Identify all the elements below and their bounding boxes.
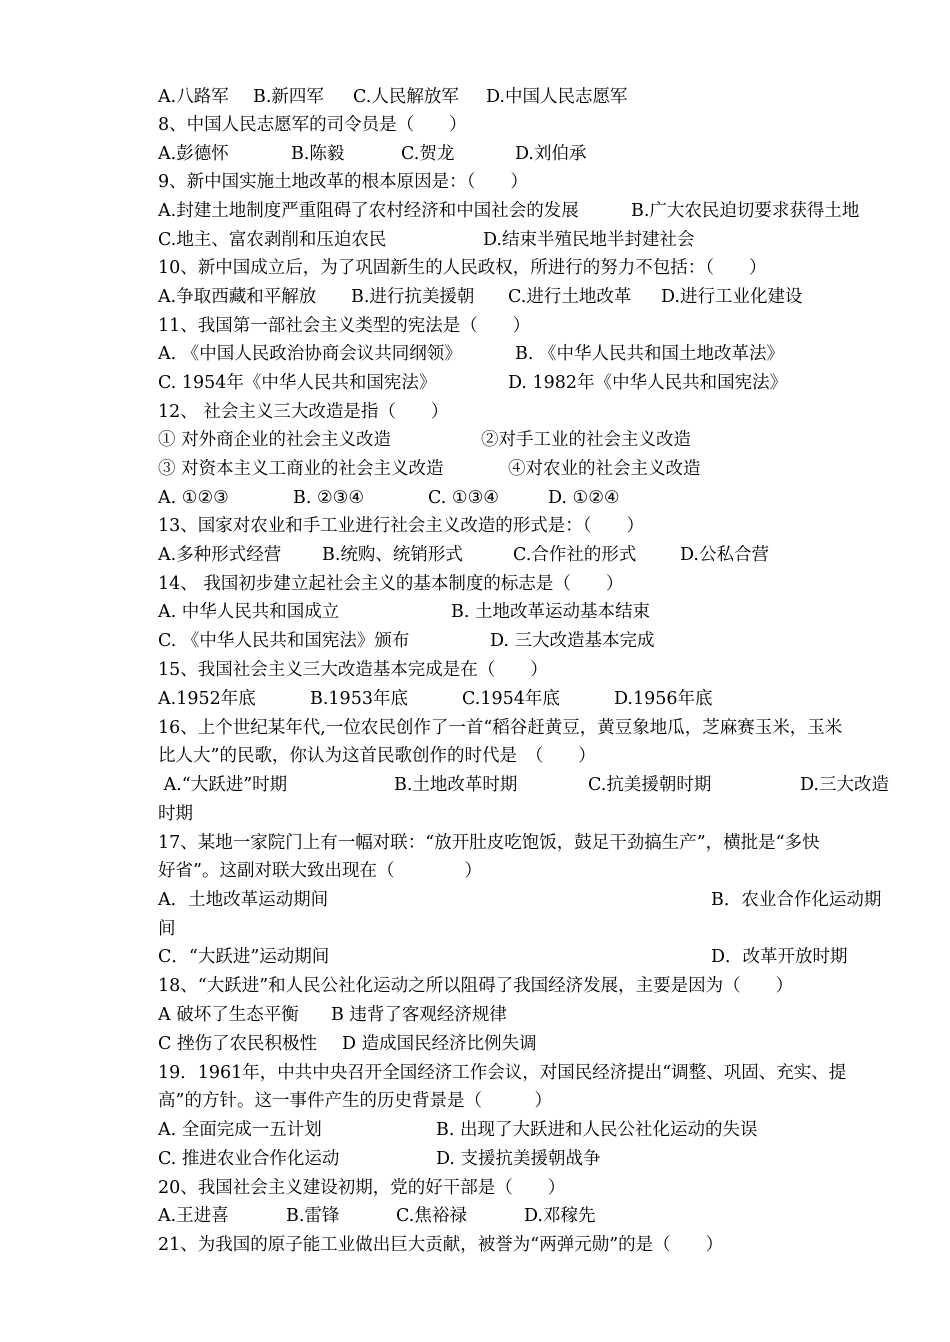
answer-option: C. ①③④ bbox=[428, 488, 499, 508]
answer-option: B. 《中华人民共和国土地改革法》 bbox=[515, 344, 784, 364]
question-line: 13、国家对农业和手工业进行社会主义改造的形式是：（ ） bbox=[158, 516, 645, 536]
answer-option: D.结束半殖民地半封建社会 bbox=[483, 230, 695, 250]
answer-option: D 造成国民经济比例失调 bbox=[342, 1034, 537, 1054]
answer-option: B.1953年底 bbox=[310, 689, 408, 709]
answer-option: D.刘伯承 bbox=[515, 144, 587, 164]
answer-option: D. 1982年《中华人民共和国宪法》 bbox=[508, 373, 788, 393]
answer-option: B. 土地改革运动基本结束 bbox=[451, 602, 650, 622]
option-row bbox=[158, 371, 900, 395]
option-row bbox=[158, 142, 900, 166]
answer-option: D.三大改造 bbox=[800, 775, 889, 795]
question-line: 16、上个世纪某年代,一位农民创作了一首“稻谷赶黄豆，黄豆象地瓜，芝麻赛玉米，玉米 bbox=[158, 718, 843, 738]
question-line: 18、“大跃进”和人民公社化运动之所以阻碍了我国经济发展，主要是因为（ ） bbox=[158, 976, 794, 996]
question-line: 高”的方针。这一事件产生的历史背景是（ ） bbox=[158, 1091, 552, 1111]
answer-option: C.地主、富农剥削和压迫农民 bbox=[158, 230, 387, 250]
answer-option: C. 《中华人民共和国宪法》颁布 bbox=[158, 631, 410, 651]
answer-option: C.进行土地改革 bbox=[508, 287, 632, 307]
answer-option: D.公私合营 bbox=[680, 545, 769, 565]
answer-option: B.雷锋 bbox=[286, 1206, 340, 1226]
answer-option: A. 中华人民共和国成立 bbox=[158, 602, 340, 622]
answer-option: D. 三大改造基本完成 bbox=[490, 631, 655, 651]
option-row bbox=[158, 945, 900, 969]
answer-option: A.彭德怀 bbox=[158, 144, 229, 164]
answer-option: C. 1954年《中华人民共和国宪法》 bbox=[158, 373, 437, 393]
answer-option: C. 推进农业合作化运动 bbox=[158, 1149, 340, 1169]
question-line: 时期 bbox=[158, 804, 193, 824]
answer-option: C.焦裕禄 bbox=[396, 1206, 467, 1226]
answer-option: C.贺龙 bbox=[401, 144, 455, 164]
option-row bbox=[158, 1003, 900, 1027]
question-line: 15、我国社会主义三大改造基本完成是在（ ） bbox=[158, 660, 548, 680]
answer-option: B.新四军 bbox=[253, 87, 324, 107]
answer-option: B.广大农民迫切要求获得土地 bbox=[631, 201, 860, 221]
answer-option: A.争取西藏和平解放 bbox=[158, 287, 317, 307]
answer-option: A. ①②③ bbox=[158, 488, 229, 508]
question-line: 19．1961年，中共中央召开全国经济工作会议，对国民经济提出“调整、巩固、充实、提 bbox=[158, 1063, 847, 1083]
answer-option: D.邓稼先 bbox=[524, 1206, 596, 1226]
option-row bbox=[158, 199, 900, 223]
answer-option: A.多种形式经营 bbox=[158, 545, 282, 565]
answer-option: B.统购、统销形式 bbox=[322, 545, 463, 565]
answer-option: A. 《中国人民政治协商会议共同纲领》 bbox=[158, 344, 462, 364]
option-row bbox=[158, 85, 900, 109]
option-row bbox=[158, 428, 900, 452]
option-row bbox=[158, 1032, 900, 1056]
answer-option: A．土地改革运动期间 bbox=[158, 890, 329, 910]
option-row bbox=[158, 687, 900, 711]
answer-option: C.合作社的形式 bbox=[513, 545, 637, 565]
option-row bbox=[158, 1204, 900, 1228]
answer-option: ④对农业的社会主义改造 bbox=[508, 459, 701, 479]
option-row bbox=[158, 1147, 900, 1171]
question-line: 好省”。这副对联大致出现在（ ） bbox=[158, 861, 482, 881]
answer-option: C 挫伤了农民积极性 bbox=[158, 1034, 317, 1054]
option-row bbox=[158, 457, 900, 481]
answer-option: D.进行工业化建设 bbox=[661, 287, 803, 307]
question-line: 8、中国人民志愿军的司令员是（ ） bbox=[158, 115, 467, 135]
answer-option: B．农业合作化运动期 bbox=[711, 890, 882, 910]
option-row bbox=[158, 773, 900, 797]
question-line: 11、我国第一部社会主义类型的宪法是（ ） bbox=[158, 316, 531, 336]
answer-option: C.1954年底 bbox=[462, 689, 560, 709]
option-row bbox=[158, 285, 900, 309]
answer-option: C．“大跃进”运动期间 bbox=[158, 947, 330, 967]
answer-option: D. 支援抗美援朝战争 bbox=[436, 1149, 601, 1169]
option-row bbox=[158, 342, 900, 366]
answer-option: A.封建土地制度严重阻碍了农村经济和中国社会的发展 bbox=[158, 201, 579, 221]
answer-option: D. ①②④ bbox=[548, 488, 620, 508]
answer-option: A.王进喜 bbox=[158, 1206, 229, 1226]
question-line: 10、新中国成立后，为了巩固新生的人民政权，所进行的努力不包括：（ ） bbox=[158, 258, 767, 278]
answer-option: B 违背了客观经济规律 bbox=[331, 1005, 507, 1025]
answer-option: A 破坏了生态平衡 bbox=[158, 1005, 299, 1025]
answer-option: A.1952年底 bbox=[158, 689, 256, 709]
answer-option: ① 对外商企业的社会主义改造 bbox=[158, 430, 392, 450]
option-row bbox=[158, 600, 900, 624]
answer-option: C.抗美援朝时期 bbox=[588, 775, 712, 795]
answer-option: ②对手工业的社会主义改造 bbox=[481, 430, 691, 450]
option-row bbox=[158, 1118, 900, 1142]
answer-option: D.中国人民志愿军 bbox=[486, 87, 628, 107]
question-line: 21、为我国的原子能工业做出巨大贡献，被誉为“两弹元勋”的是（ ） bbox=[158, 1235, 724, 1255]
question-line: 12、 社会主义三大改造是指（ ） bbox=[158, 402, 449, 422]
option-row bbox=[158, 543, 900, 567]
question-line: 20、我国社会主义建设初期，党的好干部是（ ） bbox=[158, 1178, 566, 1198]
answer-option: B.土地改革时期 bbox=[394, 775, 518, 795]
answer-option: ③ 对资本主义工商业的社会主义改造 bbox=[158, 459, 444, 479]
answer-option: B. 出现了大跃进和人民公社化运动的失误 bbox=[436, 1120, 758, 1140]
answer-option: A.八路军 bbox=[158, 87, 229, 107]
option-row bbox=[158, 629, 900, 653]
question-line: 比人大”的民歌，你认为这首民歌创作的时代是 （ ） bbox=[158, 746, 596, 766]
option-row bbox=[158, 888, 900, 912]
option-row bbox=[158, 486, 900, 510]
option-row bbox=[158, 228, 900, 252]
answer-option: A. 全面完成一五计划 bbox=[158, 1120, 322, 1140]
answer-option: B. ②③④ bbox=[293, 488, 365, 508]
answer-option: D.1956年底 bbox=[614, 689, 713, 709]
answer-option: C.人民解放军 bbox=[353, 87, 459, 107]
question-line: 17、某地一家院门上有一幅对联：“放开肚皮吃饱饭，鼓足干劲搞生产”，横批是“多快 bbox=[158, 833, 820, 853]
answer-option: B.进行抗美援朝 bbox=[351, 287, 475, 307]
answer-option: A.“大跃进”时期 bbox=[158, 775, 288, 795]
question-line: 9、新中国实施土地改革的根本原因是：（ ） bbox=[158, 172, 528, 192]
answer-option: B.陈毅 bbox=[291, 144, 345, 164]
question-line: 14、 我国初步建立起社会主义的基本制度的标志是（ ） bbox=[158, 574, 624, 594]
answer-option: D．改革开放时期 bbox=[711, 947, 848, 967]
question-line: 间 bbox=[158, 919, 176, 939]
